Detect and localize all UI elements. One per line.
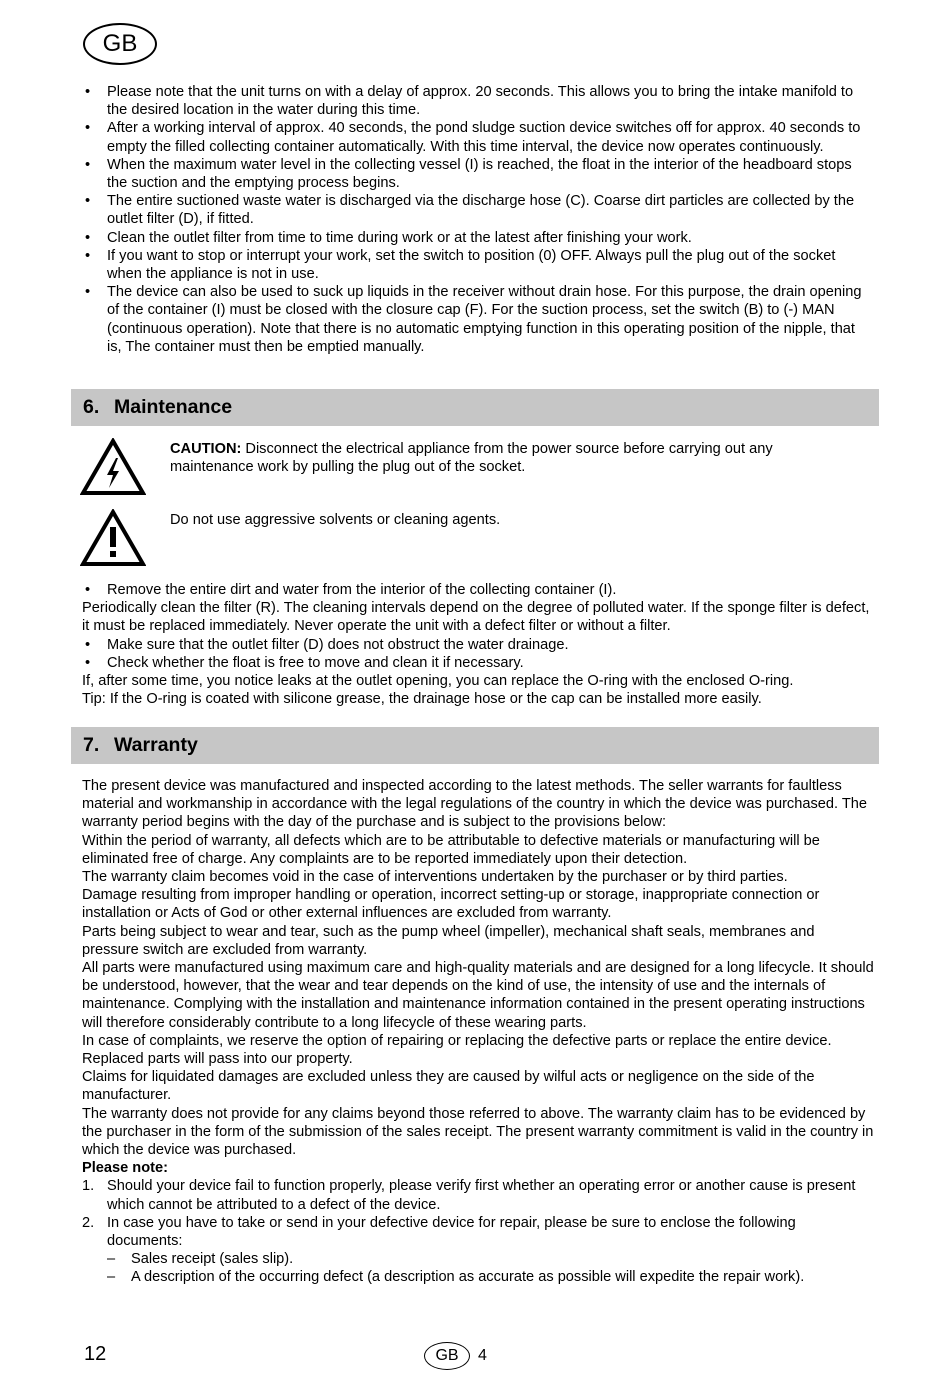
section-title: Maintenance [114, 396, 233, 418]
please-note-list [82, 1177, 874, 1286]
list-item: • Please note that the unit turns on with a delay of approx. 20 seconds. This allows you to bring the intake manifold to the desired location in the water during this time. [82, 83, 872, 119]
list-item [107, 1268, 874, 1286]
list-text: A description of the occurring defect (a description as accurate as possible will expedite the repair work). [131, 1269, 805, 1286]
oring-paragraph: If, after some time, you notice leaks at the outlet opening, you can replace the O-ring with the enclosed O-ring. [82, 673, 794, 690]
tip-paragraph: Tip: If the O-ring is coated with silicone grease, the drainage hose or the cap can be installed more easily. [82, 691, 762, 708]
documents-list [107, 1250, 874, 1286]
warranty-paragraph: All parts were manufactured using maximum care and high-quality materials and are designed for a long lifecycle. It should be understood, however, that the wear and tear depends on the kind of use, the intensity of use and the internals of maintenance. Complying with the installation and maintenance information contained in the present operating instructions will therefore considerably contribute to a long lifecycle of these wearing parts. [82, 960, 874, 1031]
electric-hazard-icon [80, 438, 146, 496]
warranty-paragraph: The warranty claim becomes void in the case of interventions undertaken by the purchaser or by third parties. [82, 869, 788, 886]
language-badge-text: GB [102, 29, 138, 57]
list-item [82, 1214, 874, 1287]
list-number: 2. [82, 1214, 95, 1231]
list-item: • The entire suctioned waste water is discharged via the discharge hose (C). Coarse dirt particles are collected by the outlet filter (D), if fitted. [82, 192, 872, 228]
maintenance-bullet-list-2 [82, 636, 874, 672]
list-item: • Check whether the float is free to move and clean it if necessary. [82, 654, 874, 672]
sub-page-number: 4 [478, 1347, 487, 1364]
warranty-heading [71, 727, 879, 764]
maintenance-body [82, 581, 874, 708]
footer-language-badge [424, 1342, 470, 1370]
list-number: 1. [82, 1178, 95, 1195]
section-title: Warranty [114, 734, 198, 756]
list-item: • Remove the entire dirt and water from the interior of the collecting container (I). [82, 581, 874, 599]
footer-language-badge-text: GB [435, 1346, 459, 1364]
warranty-paragraph: The warranty does not provide for any claims beyond those referred to above. The warranty claim has to be evidenced by the purchaser in the form of the submission of the sales receipt. The present warranty commitment is valid in the country in which the device was purchased. [82, 1105, 874, 1159]
list-text: In case you have to take or send in your defective device for repair, please be sure to enclose the following documents: [107, 1214, 796, 1250]
list-item: • The device can also be used to suck up liquids in the receiver without drain hose. For this purpose, the drain opening of the container (I) must be closed with the closure cap (F). For the suction process, set the switch (B) to (-) MAN (continuous operation). Note that there is no automatic emptying function in this operating position of the nipple, that is, The container must then be emptied manually. [82, 283, 872, 356]
filter-paragraph: Periodically clean the filter (R). The cleaning intervals depend on the degree of polluted water. If the sponge filter is defect, it must be replaced immediately. Never operate the unit with a defect filter or without a filter. [82, 600, 870, 635]
warranty-paragraph: In case of complaints, we reserve the option of repairing or replacing the defective parts or replace the entire device. Replaced parts will pass into our property. [82, 1032, 832, 1068]
warranty-paragraph: Parts being subject to wear and tear, such as the pump wheel (impeller), mechanical shaft seals, membranes and pressure switch are excluded from warranty. [82, 923, 815, 958]
caution-label: CAUTION: [170, 441, 242, 457]
list-item: • Make sure that the outlet filter (D) does not obstruct the water drainage. [82, 636, 874, 654]
please-note-label: Please note: [82, 1160, 168, 1177]
maintenance-bullet-list [82, 581, 874, 599]
warranty-paragraph: Within the period of warranty, all defects which are to be attributable to defective materials or manufacturing will be eliminated free of charge. Any complaints are to be reported immediately upon their detection. [82, 832, 820, 867]
list-item [82, 1177, 874, 1213]
list-item [107, 1250, 874, 1268]
list-text: Sales receipt (sales slip). [131, 1251, 294, 1268]
solvent-warning-text: Do not use aggressive solvents or cleaning agents. [170, 512, 501, 528]
language-badge [83, 23, 157, 65]
exclamation-warning-icon [80, 509, 146, 567]
dash-marker: – [107, 1269, 116, 1286]
warranty-body [82, 777, 874, 1287]
warranty-paragraph: The present device was manufactured and inspected according to the latest methods. The seller warrants for faultless material and workmanship in accordance with the legal regulations of the country in which the device was purchased. The warranty period begins with the day of the purchase and is subject to the provisions below: [82, 778, 867, 831]
list-item: • When the maximum water level in the collecting vessel (I) is reached, the float in the interior of the headboard stops the suction and the emptying process begins. [82, 156, 872, 192]
caution-text [170, 440, 860, 476]
list-item: • Clean the outlet filter from time to time during work or at the latest after finishing your work. [82, 229, 872, 247]
warranty-paragraph: Damage resulting from improper handling or operation, incorrect setting-up or storage, inappropriate connection or installation or Acts of God or other external influences are excluded from warranty. [82, 887, 820, 922]
list-text: Should your device fail to function properly, please verify first whether an operating error or another cause is present which cannot be attributed to a defect of the device. [107, 1178, 856, 1213]
operation-bullet-list [82, 83, 872, 356]
list-item: • If you want to stop or interrupt your work, set the switch to position (0) OFF. Always pull the plug out of the socket when the appliance is not in use. [82, 247, 872, 283]
section-number: 7. [83, 734, 100, 756]
dash-marker: – [107, 1251, 116, 1268]
section-number: 6. [83, 396, 100, 418]
list-item: • After a working interval of approx. 40 seconds, the pond sludge suction device switches off for approx. 40 seconds to empty the filled collecting container automatically. With this time interval, the device now operates continuously. [82, 119, 872, 155]
warranty-paragraph: Claims for liquidated damages are excluded unless they are caused by wilful acts or negligence on the side of the manufacturer. [82, 1069, 815, 1104]
maintenance-heading [71, 389, 879, 426]
page-number: 12 [84, 1343, 107, 1365]
caution-body: Disconnect the electrical appliance from the power source before carrying out any maintenance work by pulling the plug out of the socket. [170, 441, 773, 476]
